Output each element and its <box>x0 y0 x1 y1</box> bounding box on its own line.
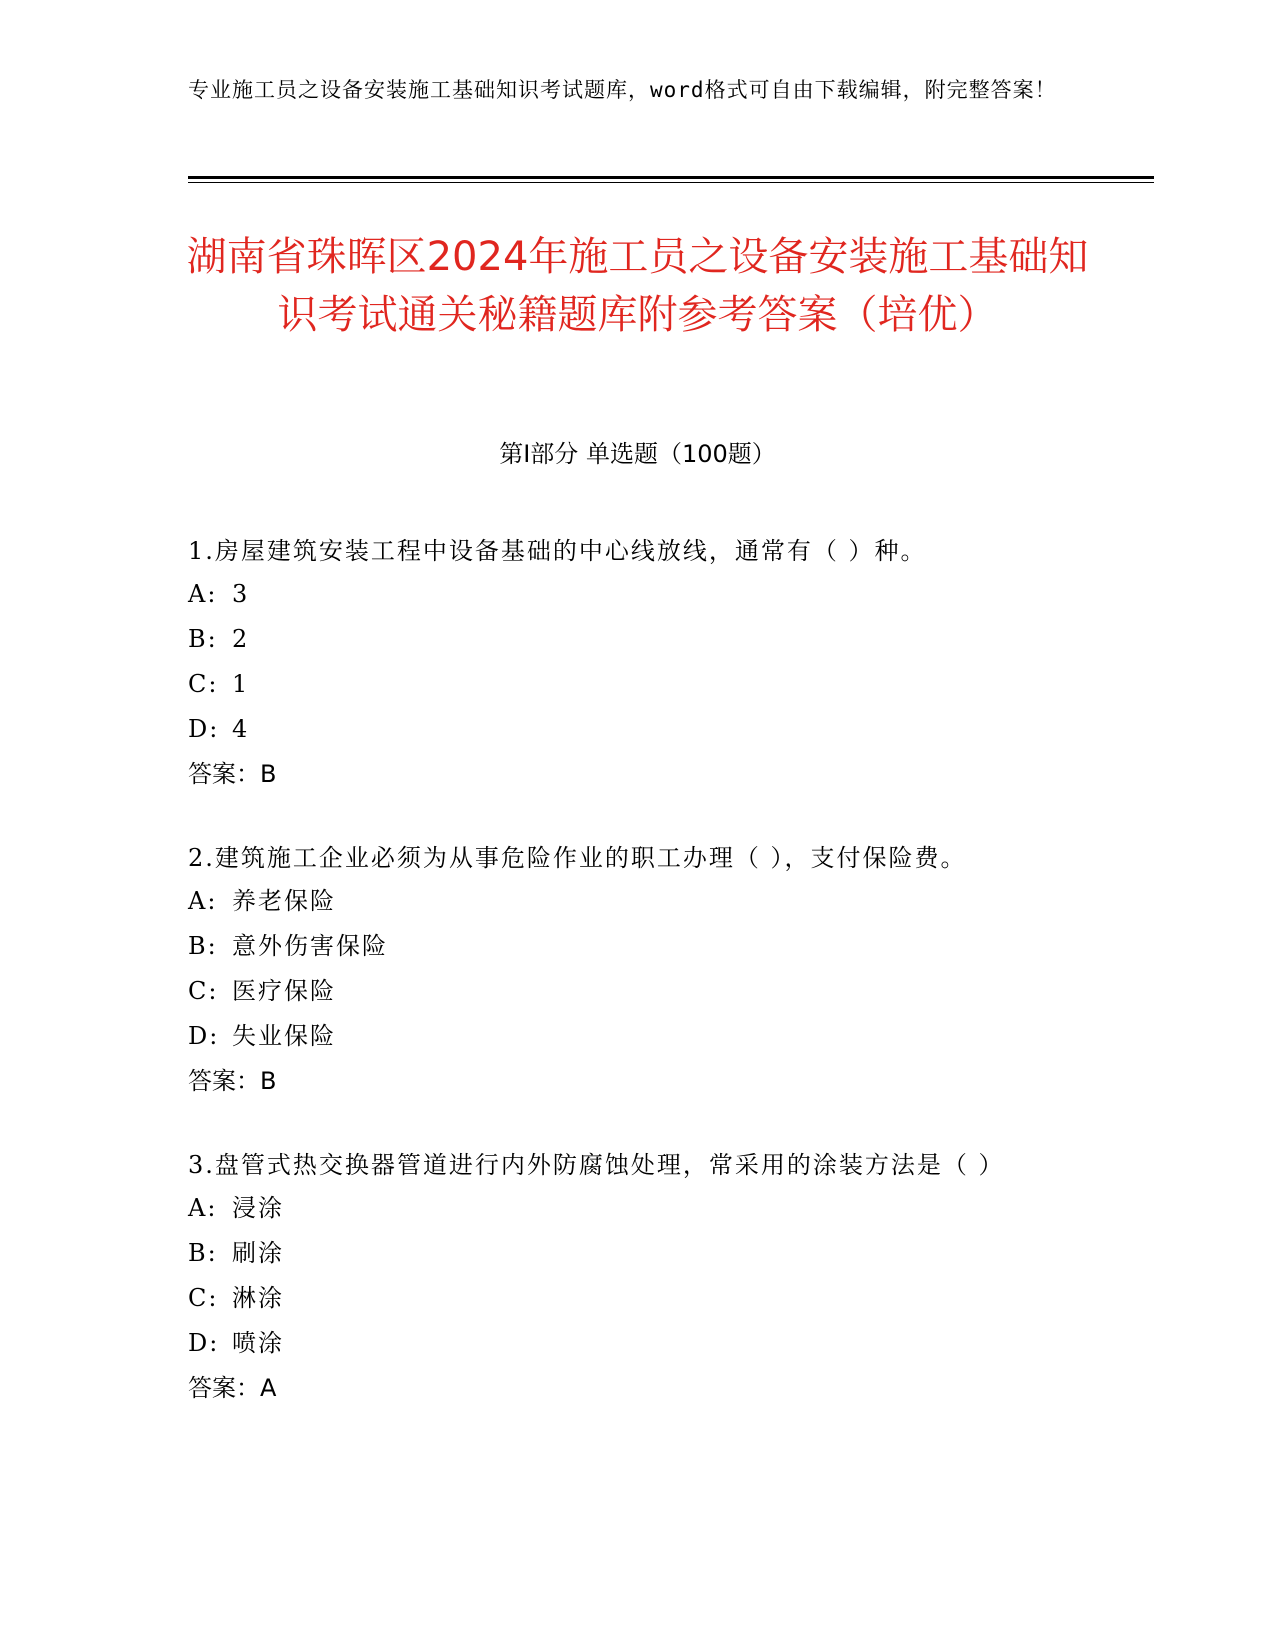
question-stem: 3.盘管式热交换器管道进行内外防腐蚀处理，常采用的涂装方法是（ ） <box>188 1151 1005 1179</box>
option-letter: A: <box>188 887 218 915</box>
option-c <box>188 1276 1088 1321</box>
section-heading: 第Ⅰ部分 单选题（100题） <box>499 440 776 468</box>
option-b <box>188 1231 1088 1276</box>
option-letter: A: <box>188 1194 218 1222</box>
option-a <box>188 1186 1088 1231</box>
option-letter: C: <box>188 670 219 698</box>
option-letter: A: <box>188 580 218 608</box>
document-title: 湖南省珠晖区2024年施工员之设备安装施工基础知识考试通关秘籍题库附参考答案（培优） <box>186 234 1089 338</box>
option-text: 失业保险 <box>232 1022 336 1050</box>
header-divider-thick <box>188 176 1154 179</box>
option-c <box>188 969 1088 1014</box>
option-text: 刷涂 <box>232 1239 284 1267</box>
option-text: 4 <box>232 715 250 743</box>
option-d <box>188 1014 1088 1059</box>
option-a <box>188 572 1088 617</box>
question-2 <box>188 837 1088 1104</box>
option-text: 1 <box>232 670 250 698</box>
question-list <box>188 530 1088 1451</box>
option-letter: D: <box>188 715 220 743</box>
question-stem: 1.房屋建筑安装工程中设备基础的中心线放线，通常有（ ）种。 <box>188 537 927 565</box>
answer-line: 答案：A <box>188 1374 277 1402</box>
option-letter: B: <box>188 625 218 653</box>
option-text: 淋涂 <box>232 1284 284 1312</box>
option-d <box>188 1321 1088 1366</box>
option-text: 2 <box>232 625 250 653</box>
option-d <box>188 707 1088 752</box>
option-text: 浸涂 <box>232 1194 284 1222</box>
option-b <box>188 924 1088 969</box>
option-letter: B: <box>188 1239 218 1267</box>
option-letter: B: <box>188 932 218 960</box>
question-1 <box>188 530 1088 797</box>
option-letter: C: <box>188 977 219 1005</box>
option-text: 医疗保险 <box>232 977 336 1005</box>
option-text: 意外伤害保险 <box>232 932 388 960</box>
option-text: 养老保险 <box>232 887 336 915</box>
option-a <box>188 879 1088 924</box>
option-c <box>188 662 1088 707</box>
option-b <box>188 617 1088 662</box>
header-note: 专业施工员之设备安装施工基础知识考试题库，word格式可自由下载编辑，附完整答案！ <box>188 78 1057 102</box>
option-letter: D: <box>188 1329 220 1357</box>
option-text: 3 <box>232 580 250 608</box>
answer-line: 答案：B <box>188 760 277 788</box>
option-letter: C: <box>188 1284 219 1312</box>
question-3 <box>188 1144 1088 1411</box>
question-stem: 2.建筑施工企业必须为从事危险作业的职工办理（ ），支付保险费。 <box>188 844 967 872</box>
option-text: 喷涂 <box>232 1329 284 1357</box>
option-letter: D: <box>188 1022 220 1050</box>
header-divider-thin <box>188 182 1154 183</box>
answer-line: 答案：B <box>188 1067 277 1095</box>
